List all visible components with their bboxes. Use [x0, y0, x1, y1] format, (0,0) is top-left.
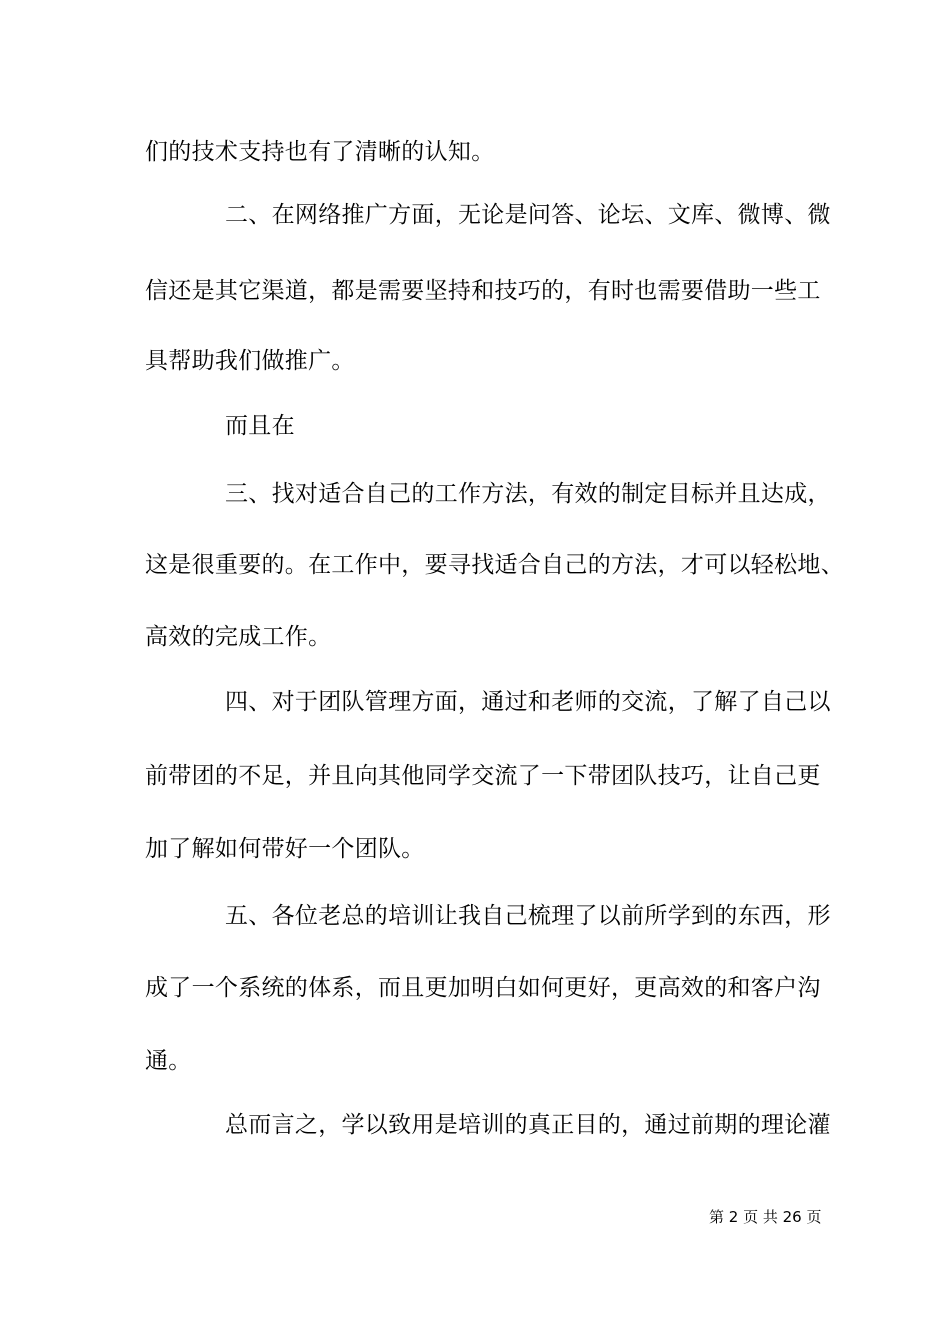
text-line: 信还是其它渠道，都是需要坚持和技巧的，有时也需要借助一些工	[145, 278, 821, 304]
paragraph-2-start: 二、在网络推广方面，无论是问答、论坛、文库、微博、微	[225, 202, 831, 228]
text-line: 高效的完成工作。	[145, 624, 332, 650]
text-line: 具帮助我们做推广。	[145, 348, 355, 374]
text-line: 成了一个系统的体系，而且更加明白如何更好，更高效的和客户沟	[145, 975, 821, 1001]
text-line: 加了解如何带好一个团队。	[145, 836, 425, 862]
paragraph-6-start: 总而言之，学以致用是培训的真正目的，通过前期的理论灌	[225, 1112, 831, 1138]
paragraph-4-start: 四、对于团队管理方面，通过和老师的交流，了解了自己以	[225, 689, 831, 715]
text-line: 前带团的不足，并且向其他同学交流了一下带团队技巧，让自己更	[145, 763, 821, 789]
text-line: 通。	[145, 1048, 192, 1074]
paragraph-3-start: 三、找对适合自己的工作方法，有效的制定目标并且达成，	[225, 481, 831, 507]
paragraph-5-start: 五、各位老总的培训让我自己梳理了以前所学到的东西，形	[225, 903, 831, 929]
page-number: 第 2 页 共 26 页	[709, 1208, 822, 1226]
text-line: 而且在	[225, 413, 295, 439]
text-line: 这是很重要的。在工作中，要寻找适合自己的方法，才可以轻松地、	[145, 552, 844, 578]
text-line: 们的技术支持也有了清晰的认知。	[145, 139, 495, 165]
